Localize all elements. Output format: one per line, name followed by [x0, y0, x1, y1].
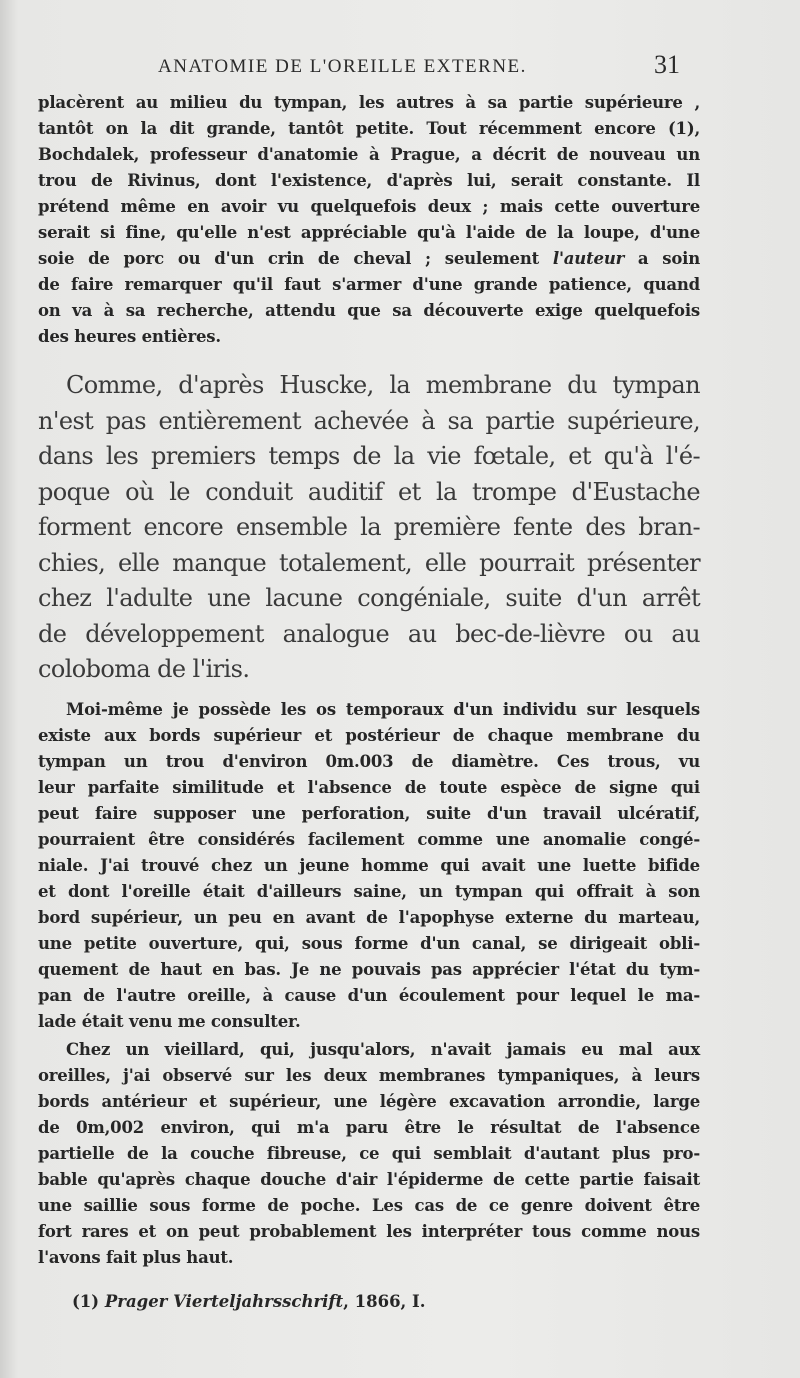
text-line: dans les premiers temps de la vie fœtale, et qu'à l'é-: [38, 442, 700, 470]
text-line: l'avons fait plus haut.: [38, 1248, 234, 1267]
text-line: poque où le conduit auditif et la trompe d'Eustache: [38, 477, 700, 506]
text-line: niale. J'ai trouvé chez un jeune homme qui avait une luette bifide: [38, 856, 700, 875]
footnote: [72, 1292, 426, 1311]
text-line: pan de l'autre oreille, à cause d'un écoulement pour lequel le ma-: [38, 986, 700, 1005]
text-line: de faire remarquer qu'il faut s'armer d'une grande patience, quand: [38, 275, 700, 294]
text-line: partielle de la couche fibreuse, ce qui semblait d'autant plus pro-: [38, 1144, 700, 1163]
page-header: [40, 52, 680, 84]
text-line: Comme, d'après Huscke, la membrane du tympan: [66, 371, 700, 399]
paragraph-3: [38, 697, 700, 1035]
text-line: serait si fine, qu'elle n'est appréciable qu'à l'aide de la loupe, d'une: [38, 223, 700, 242]
paragraph-1: [38, 90, 700, 350]
text-line: chies, elle manque totalement, elle pourrait présenter: [38, 548, 700, 577]
text-line: tympan un trou d'environ 0m.003 de diamètre. Ces trous, vu: [38, 752, 700, 771]
text-line: placèrent au milieu du tympan, les autres à sa partie supérieure ,: [38, 93, 700, 112]
text-line: trou de Rivinus, dont l'existence, d'après lui, serait constante. Il: [38, 171, 700, 190]
text-line: lade était venu me consulter.: [38, 1012, 301, 1031]
text-line: et dont l'oreille était d'ailleurs saine, un tympan qui offrait à son: [38, 882, 700, 901]
page-number: 31: [654, 50, 680, 79]
paragraph-2: [38, 368, 700, 688]
text-line: bords antérieur et supérieur, une légère excavation arrondie, large: [38, 1092, 700, 1111]
text-line: fort rares et on peut probablement les interpréter tous comme nous: [38, 1222, 700, 1241]
text-line: Bochdalek, professeur d'anatomie à Prague, a décrit de nouveau un: [38, 145, 700, 164]
running-title: ANATOMIE DE L'OREILLE EXTERNE.: [158, 56, 527, 77]
text-line: [38, 246, 700, 272]
text-line: pourraient être considérés facilement comme une anomalie congé-: [38, 830, 700, 849]
footnote-journal: Prager Vierteljahrsschrift: [104, 1292, 344, 1311]
text-line: de développement analogue au bec-de-lièvre ou au: [38, 619, 700, 648]
text-line: forment encore ensemble la première fente des bran-: [38, 513, 700, 541]
text-line: Moi-même je possède les os temporaux d'un individu sur lesquels: [66, 700, 700, 719]
text-line: Chez un vieillard, qui, jusqu'alors, n'avait jamais eu mal aux: [66, 1040, 700, 1059]
footnote-marker: (1): [72, 1292, 100, 1311]
text-line: une petite ouverture, qui, sous forme d'un canal, se dirigeait obli-: [38, 934, 700, 953]
text-line: des heures entières.: [38, 327, 221, 346]
text-line: coloboma de l'iris.: [38, 655, 250, 683]
text-line: quement de haut en bas. Je ne pouvais pas apprécier l'état du tym-: [38, 960, 700, 979]
text-line: bord supérieur, un peu en avant de l'apophyse externe du marteau,: [38, 908, 700, 927]
paragraph-4: [38, 1037, 700, 1271]
text-line: bable qu'après chaque douche d'air l'épiderme de cette partie faisait: [38, 1170, 700, 1189]
text-line: peut faire supposer une perforation, suite d'un travail ulcératif,: [38, 804, 700, 823]
text-line: chez l'adulte une lacune congéniale, suite d'un arrêt: [38, 584, 700, 612]
text-line: existe aux bords supérieur et postérieur de chaque membrane du: [38, 726, 700, 745]
text-segment: soie de porc ou d'un crin de cheval ; seulement: [38, 249, 553, 268]
text-line: tantôt on la dit grande, tantôt petite. Tout récemment encore (1),: [38, 119, 700, 138]
text-segment: a soin: [624, 249, 700, 268]
text-line: une saillie sous forme de poche. Les cas de ce genre doivent être: [38, 1196, 700, 1215]
text-line: prétend même en avoir vu quelquefois deux ; mais cette ouverture: [38, 197, 700, 216]
text-line: de 0m,002 environ, qui m'a paru être le résultat de l'absence: [38, 1118, 700, 1137]
italic-term: l'auteur: [552, 249, 625, 268]
text-line: oreilles, j'ai observé sur les deux membranes tympaniques, à leurs: [38, 1066, 700, 1085]
text-line: on va à sa recherche, attendu que sa découverte exige quelquefois: [38, 301, 700, 320]
footnote-details: , 1866, I.: [343, 1292, 426, 1311]
text-line: leur parfaite similitude et l'absence de toute espèce de signe qui: [38, 778, 700, 797]
text-line: n'est pas entièrement achevée à sa partie supérieure,: [38, 406, 700, 435]
